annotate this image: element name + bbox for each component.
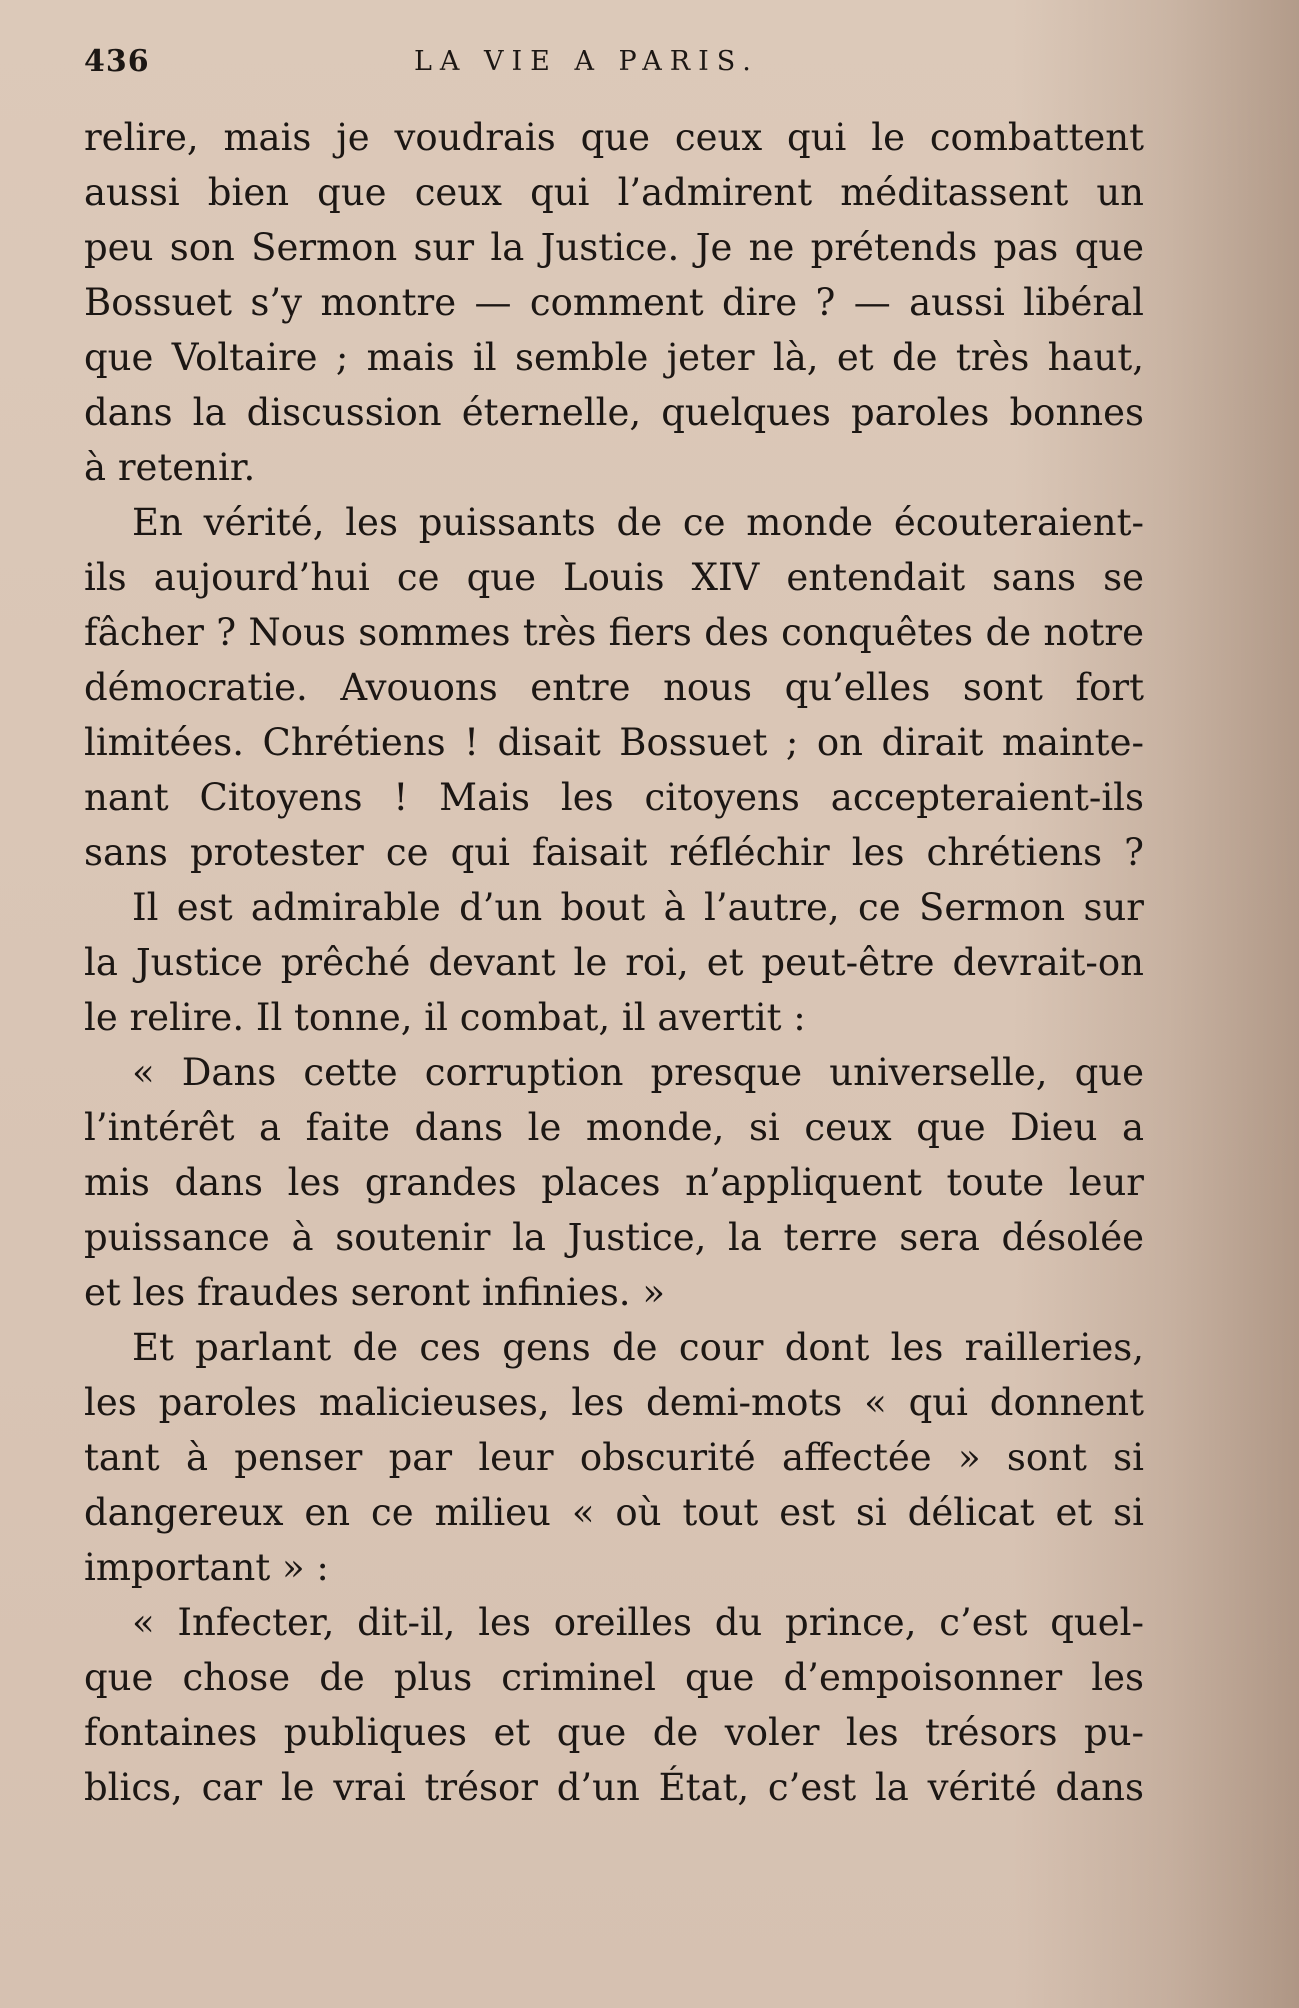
text-line: et les fraudes seront infinies. » bbox=[84, 1271, 665, 1314]
text-line: dangereux en ce milieu « où tout est si délicat et si bbox=[84, 1491, 1144, 1534]
text-line: puissance à soutenir la Justice, la terre sera désolée bbox=[84, 1216, 1144, 1259]
body-text bbox=[84, 110, 1144, 1815]
text-line: que Voltaire ; mais il semble jeter là, et de très haut, bbox=[84, 336, 1144, 379]
text-line: « Dans cette corruption presque universelle, que bbox=[132, 1051, 1144, 1094]
text-line: tant à penser par leur obscurité affectée » sont si bbox=[84, 1436, 1144, 1479]
page-number: 436 bbox=[84, 44, 150, 79]
text-line: nant Citoyens ! Mais les citoyens accepteraient-ils bbox=[84, 776, 1144, 819]
text-line: En vérité, les puissants de ce monde écouteraient- bbox=[132, 501, 1144, 544]
text-line: sans protester ce qui faisait réfléchir les chrétiens ? bbox=[84, 831, 1144, 874]
text-line: fâcher ? Nous sommes très fiers des conquêtes de notre bbox=[84, 611, 1144, 654]
text-line: important » : bbox=[84, 1546, 329, 1589]
text-line: mis dans les grandes places n’appliquent toute leur bbox=[84, 1161, 1144, 1204]
running-title: LA VIE A PARIS. bbox=[414, 46, 759, 77]
text-line: limitées. Chrétiens ! disait Bossuet ; on dirait mainte- bbox=[84, 721, 1144, 764]
text-line: fontaines publiques et que de voler les trésors pu- bbox=[84, 1711, 1144, 1754]
text-line: la Justice prêché devant le roi, et peut-être devrait-on bbox=[84, 941, 1144, 984]
text-line: à retenir. bbox=[84, 446, 256, 489]
text-line: que chose de plus criminel que d’empoisonner les bbox=[84, 1656, 1144, 1699]
text-line: Il est admirable d’un bout à l’autre, ce Sermon sur bbox=[132, 886, 1144, 929]
text-line: dans la discussion éternelle, quelques paroles bonnes bbox=[84, 391, 1144, 434]
text-line: Bossuet s’y montre — comment dire ? — aussi libéral bbox=[84, 281, 1144, 324]
text-line: démocratie. Avouons entre nous qu’elles sont fort bbox=[84, 666, 1144, 709]
text-line: « Infecter, dit-il, les oreilles du prince, c’est quel- bbox=[132, 1601, 1144, 1644]
page-header bbox=[84, 44, 1144, 92]
text-line: le relire. Il tonne, il combat, il avertit : bbox=[84, 996, 806, 1039]
text-line: les paroles malicieuses, les demi-mots « qui donnent bbox=[84, 1381, 1144, 1424]
text-line: ils aujourd’hui ce que Louis XIV entendait sans se bbox=[84, 556, 1144, 599]
text-line: blics, car le vrai trésor d’un État, c’est la vérité dans bbox=[84, 1766, 1144, 1809]
text-line: l’intérêt a faite dans le monde, si ceux que Dieu a bbox=[84, 1106, 1144, 1149]
text-line: relire, mais je voudrais que ceux qui le combattent bbox=[84, 116, 1144, 159]
text-line: aussi bien que ceux qui l’admirent méditassent un bbox=[84, 171, 1144, 214]
text-line: Et parlant de ces gens de cour dont les railleries, bbox=[132, 1326, 1144, 1369]
text-line: peu son Sermon sur la Justice. Je ne prétends pas que bbox=[84, 226, 1144, 269]
